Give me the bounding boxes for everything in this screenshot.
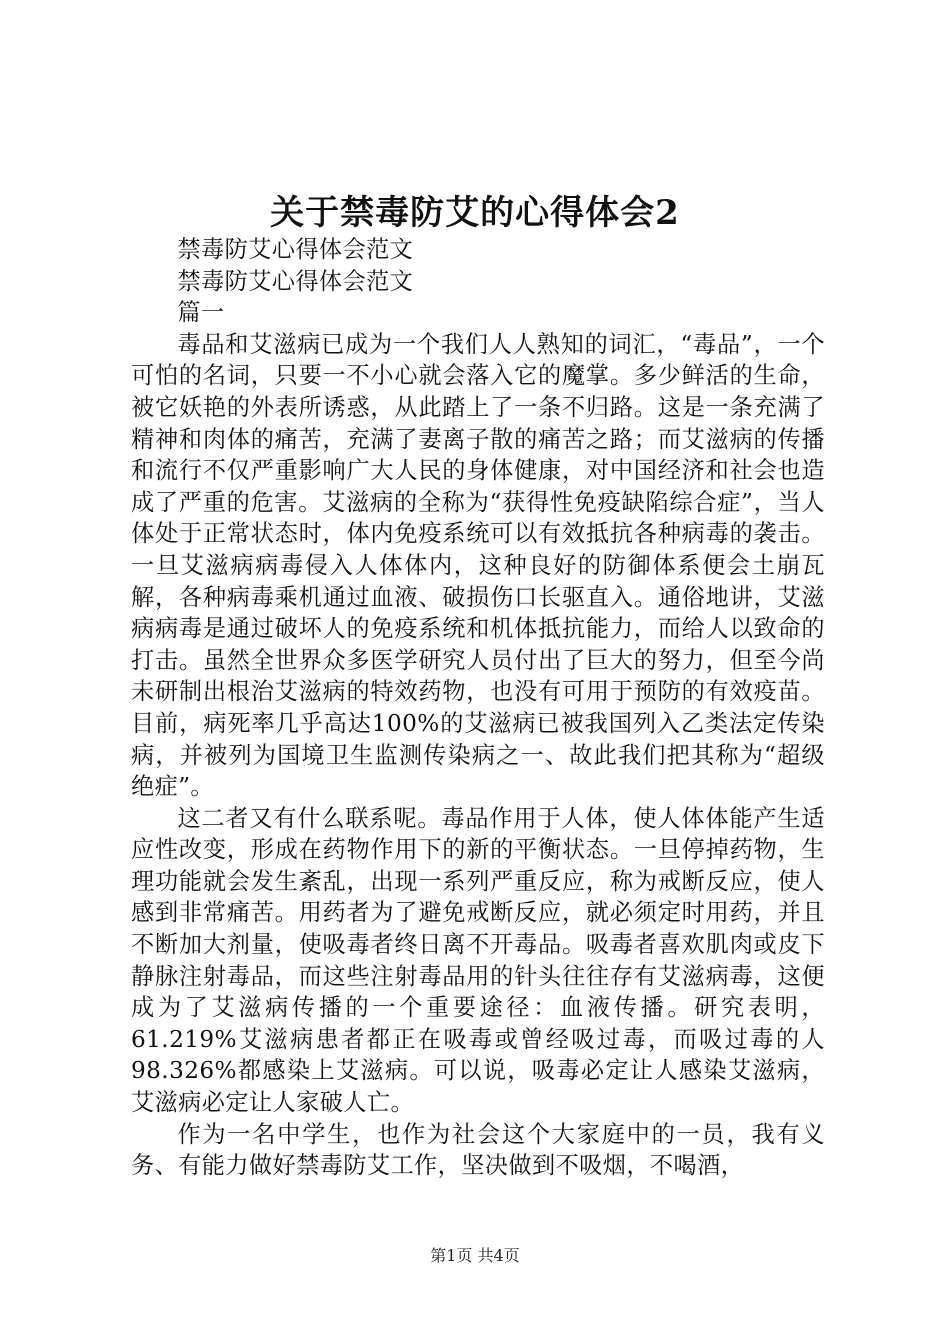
section-label: 篇一: [177, 299, 225, 327]
subheading-2: 禁毒防艾心得体会范文: [177, 267, 414, 295]
paragraph-1: 毒品和艾滋病已成为一个我们人人熟知的词汇，“毒品”，一个可怕的名词，只要一不小心就会落入它的魔掌。多少鲜活的生命，被它妖艳的外表所诱惑，从此踏上了一条不归路。这是一条充满了精神和肉体的痛苦，充满了妻离子散的痛苦之路；而艾滋病的传播和流行不仅严重影响广大人民的身体健康，对中国经济和社会也造成了严重的危害。艾滋病的全称为“获得性免疫缺陷综合症”，当人体处于正常状态时，体内免疫系统可以有效抵抗各种病毒的袭击。一旦艾滋病病毒侵入人体体内，这种良好的防御体系便会土崩瓦解，各种病毒乘机通过血液、破损伤口长驱直入。通俗地讲，艾滋病病毒是通过破坏人的免疫系统和机体抵抗能力，而给人以致命的打击。虽然全世界众多医学研究人员付出了巨大的努力，但至今尚未研制出根治艾滋病的特效药物，也没有可用于预防的有效疫苗。目前，病死率几乎高达100%的艾滋病已被我国列入乙类法定传染病，并被列为国境卫生监测传染病之一、故此我们把其称为“超级绝症”。: [131, 330, 825, 801]
paragraph-3: 作为一名中学生，也作为社会这个大家庭中的一员，我有义务、有能力做好禁毒防艾工作，坚决做到不吸烟，不喝酒，: [131, 1120, 825, 1180]
paragraph-2: 这二者又有什么联系呢。毒品作用于人体，使人体体能产生适应性改变，形成在药物作用下的新的平衡状态。一旦停掉药物，生理功能就会发生紊乱，出现一系列严重反应，称为戒断反应，使人感到非常痛苦。用药者为了避免戒断反应，就必须定时用药，并且不断加大剂量，使吸毒者终日离不开毒品。吸毒者喜欢肌肉或皮下静脉注射毒品，而这些注射毒品用的针头往往存有艾滋病毒，这便成为了艾滋病传播的一个重要途径：血液传播。研究表明，61.219%艾滋病患者都正在吸毒或曾经吸过毒，而吸过毒的人98.326%都感染上艾滋病。可以说，吸毒必定让人感染艾滋病，艾滋病必定让人家破人亡。: [131, 804, 825, 1117]
subheading-1: 禁毒防艾心得体会范文: [177, 236, 414, 263]
page-footer: 第1页 共4页: [430, 1246, 520, 1265]
document-title: 关于禁毒防艾的心得体会2: [270, 193, 680, 233]
document-body: [131, 234, 825, 1182]
